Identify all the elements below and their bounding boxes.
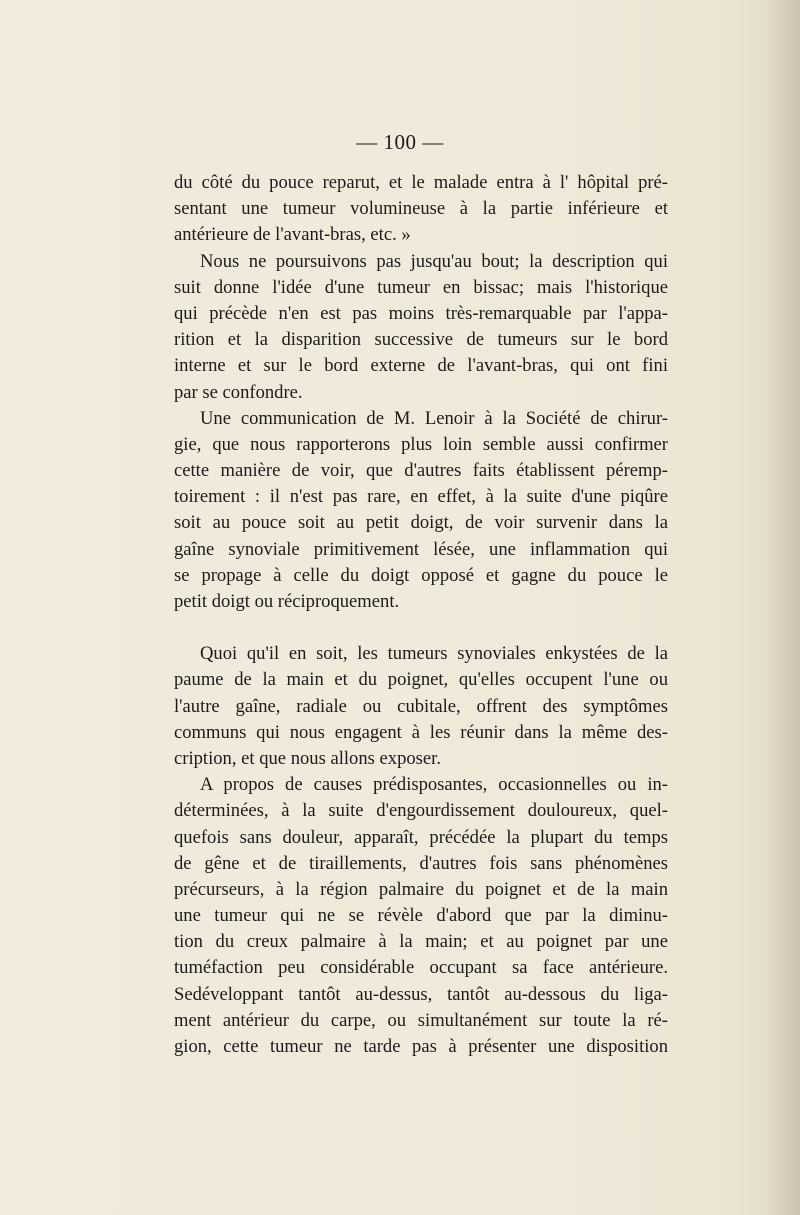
page-edge-shadow [766,0,800,1215]
paragraph-gap [174,615,668,641]
paragraph-4 [174,641,668,772]
paragraph-3 [174,406,668,616]
text-line: A propos de causes prédisposantes, occasionnelles ou in- [200,774,668,796]
page-number: — 100 — [356,130,444,154]
text-line: par se confondre. [174,381,303,403]
text-line: l'autre gaîne, radiale ou cubitale, offrent des symptômes [174,695,668,717]
text-line: antérieure de l'avant-bras, etc. » [174,224,411,246]
text-line: gie, que nous rapporterons plus loin semble aussi confirmer [174,433,668,455]
text-line: Nous ne poursuivons pas jusqu'au bout; la description qui [200,250,668,272]
text-line: déterminées, à la suite d'engourdissement douloureux, quel- [174,800,668,822]
text-line: Quoi qu'il en soit, les tumeurs synoviales enkystées de la [200,643,668,665]
text-line: se propage à celle du doigt opposé et gagne du pouce le [174,564,668,586]
body-text [174,170,668,1060]
text-line: Sedéveloppant tantôt au-dessus, tantôt au-dessous du liga- [174,983,668,1005]
text-line: communs qui nous engagent à les réunir dans la même des- [174,721,668,743]
text-line: gaîne synoviale primitivement lésée, une inflammation qui [174,538,668,560]
text-line: petit doigt ou réciproquement. [174,591,400,612]
text-line: ment antérieur du carpe, ou simultanément sur toute la ré- [174,1009,668,1031]
paragraph-1 [174,170,668,249]
text-line: cette manière de voir, que d'autres faits établissent péremp- [174,460,668,482]
text-line: une tumeur qui ne se révèle d'abord que par la diminu- [174,905,668,927]
text-line: suit donne l'idée d'une tumeur en bissac; mais l'historique [174,276,668,298]
text-line: du côté du pouce reparut, et le malade entra à l' hôpital pré- [174,172,668,193]
text-line: cription, et que nous allons exposer. [174,747,441,769]
text-line: interne et sur le bord externe de l'avant-bras, qui ont fini [174,355,668,377]
text-line: soit au pouce soit au petit doigt, de voir survenir dans la [174,512,668,534]
text-line: sentant une tumeur volumineuse à la partie inférieure et [174,198,668,220]
paragraph-5 [174,772,668,1060]
text-line: tuméfaction peu considérable occupant sa face antérieure. [174,957,668,979]
paragraph-2 [174,249,668,406]
text-line: Une communication de M. Lenoir à la Société de chirur- [200,407,668,429]
text-line: quefois sans douleur, apparaît, précédée la plupart du temps [174,826,668,848]
text-line: de gêne et de tiraillements, d'autres fois sans phénomènes [174,852,668,874]
text-line: précurseurs, à la région palmaire du poignet et de la main [174,878,668,900]
text-line: toirement : il n'est pas rare, en effet, à la suite d'une piqûre [174,486,668,508]
text-line: qui précède n'en est pas moins très-remarquable par l'appa- [174,302,668,324]
text-line: rition et la disparition successive de tumeurs sur le bord [174,329,668,351]
text-line: tion du creux palmaire à la main; et au poignet par une [174,931,668,953]
text-line: paume de la main et du poignet, qu'elles occupent l'une ou [174,669,668,691]
text-line: gion, cette tumeur ne tarde pas à présenter une disposition [174,1036,668,1057]
